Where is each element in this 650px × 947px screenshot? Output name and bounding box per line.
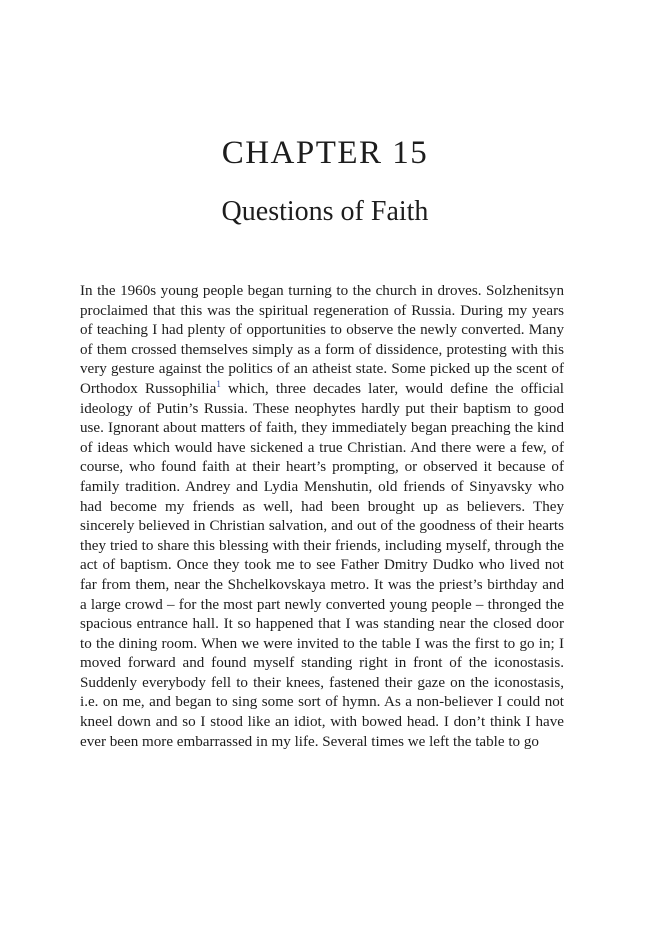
body-text-part-1: In the 1960s young people began turning to the church in droves. Solzhenitsyn proclaimed that this was the spiritual regeneration of Russia. During my years of teaching I had plenty of opportunities to observe the newly converted. Many of them crossed themselves simply as a form of dissidence, protesting with this very gesture against the politics of an atheist state. Some picked up the scent of Orthodox Russophilia bbox=[80, 283, 564, 397]
chapter-number: CHAPTER 15 bbox=[221, 135, 429, 171]
footnote-reference[interactable]: 1 bbox=[216, 378, 221, 389]
body-text-part-2: which, three decades later, would define the official ideology of Putin’s Russia. These neophytes hardly put their baptism to good use. Ignorant about matters of faith, they immediately began preaching the kind of ideas which would have sickened a true Christian. And there were a few, of course, who found faith at their heart’s prompting, or observed it because of family tradition. Andrey and Lydia Menshutin, old friends of Sinyavsky who had become my friends as well, had been brought up as believers. They sincerely believed in Christian salvation, and out of the goodness of their hearts they tried to share this blessing with their friends, including myself, through the act of baptism. Once they took me to see Father Dmitry Dudko who lived not far from them, near the Shchelkovskaya metro. It was the priest’s birthday and a large crowd – for the most part newly converted young people – thronged the spacious entrance hall. It so happened that I was standing near the closed door to the dining room. When we were invited to the table I was the first to go in; I moved forward and found myself standing right in front of the iconostasis. Suddenly everybody fell to their knees, fastened their gaze on the iconostasis, i.e. on me, and began to sing some sort of hymn. As a non-believer I could not kneel down and so I stood like an idiot, with bowed head. I don’t think I have ever been more embarrassed in my life. Several times we left the table to go bbox=[80, 380, 565, 750]
body-paragraph bbox=[80, 282, 564, 752]
chapter-title: Questions of Faith bbox=[221, 196, 429, 227]
